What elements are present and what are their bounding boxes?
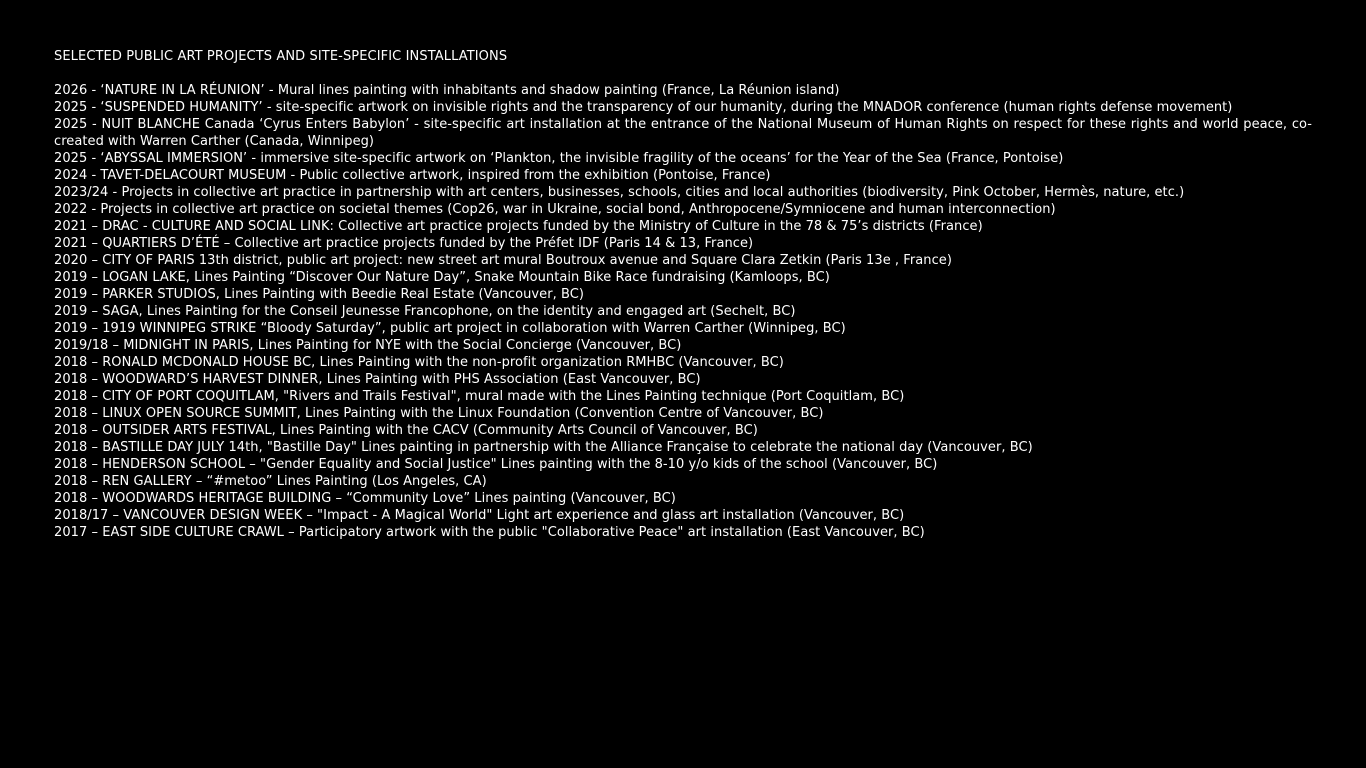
list-item: 2018 – REN GALLERY – “#metoo” Lines Painting (Los Angeles, CA) — [54, 474, 487, 489]
list-item: 2017 – EAST SIDE CULTURE CRAWL – Participatory artwork with the public "Collaborative Peace" art installation (East Vancouver, BC) — [54, 525, 925, 540]
list-item: 2018 – BASTILLE DAY JULY 14th, "Bastille Day" Lines painting in partnership with the Alliance Française to celebrate the national day (Vancouver, BC) — [54, 440, 1033, 455]
list-item: 2019 – PARKER STUDIOS, Lines Painting with Beedie Real Estate (Vancouver, BC) — [54, 287, 584, 302]
project-list — [54, 82, 1312, 541]
list-item: 2019 – LOGAN LAKE, Lines Painting “Discover Our Nature Day”, Snake Mountain Bike Race fundraising (Kamloops, BC) — [54, 270, 830, 285]
list-item: 2025 - NUIT BLANCHE Canada ‘Cyrus Enters Babylon’ - site-specific art installation at the entrance of the National Museum of Human Rights on respect for these rights and world peace, co-created with Warren Carther (Canada, Winnipeg) — [54, 117, 1312, 149]
section-heading: SELECTED PUBLIC ART PROJECTS AND SITE-SPECIFIC INSTALLATIONS — [54, 49, 508, 64]
list-item: 2021 – DRAC - CULTURE AND SOCIAL LINK: Collective art practice projects funded by the Ministry of Culture in the 78 & 75’s districts (France) — [54, 219, 983, 234]
list-item: 2025 - ‘SUSPENDED HUMANITY’ - site-specific artwork on invisible rights and the transparency of our humanity, during the MNADOR conference (human rights defense movement) — [54, 100, 1233, 115]
list-item: 2021 – QUARTIERS D’ÉTÉ – Collective art practice projects funded by the Préfet IDF (Paris 14 & 13, France) — [54, 236, 754, 251]
list-item: 2018 – RONALD MCDONALD HOUSE BC, Lines Painting with the non-profit organization RMHBC (Vancouver, BC) — [54, 355, 784, 370]
list-item: 2018 – OUTSIDER ARTS FESTIVAL, Lines Painting with the CACV (Community Arts Council of Vancouver, BC) — [54, 423, 758, 438]
list-item: 2025 - ‘ABYSSAL IMMERSION’ - immersive site-specific artwork on ‘Plankton, the invisible fragility of the oceans’ for the Year of the Sea (France, Pontoise) — [54, 151, 1064, 166]
list-item: 2026 - ‘NATURE IN LA RÉUNION’ - Mural lines painting with inhabitants and shadow painting (France, La Réunion island) — [54, 83, 840, 98]
list-item: 2018 – HENDERSON SCHOOL – "Gender Equality and Social Justice" Lines painting with the 8-10 y/o kids of the school (Vancouver, BC) — [54, 457, 938, 472]
list-item: 2019 – 1919 WINNIPEG STRIKE “Bloody Saturday”, public art project in collaboration with Warren Carther (Winnipeg, BC) — [54, 321, 846, 336]
list-item: 2023/24 - Projects in collective art practice in partnership with art centers, businesses, schools, cities and local authorities (biodiversity, Pink October, Hermès, nature, etc.) — [54, 185, 1185, 200]
list-item: 2020 – CITY OF PARIS 13th district, public art project: new street art mural Boutroux avenue and Square Clara Zetkin (Paris 13e , France) — [54, 253, 952, 268]
list-item: 2018/17 – VANCOUVER DESIGN WEEK – "Impact - A Magical World" Light art experience and glass art installation (Vancouver, BC) — [54, 508, 905, 523]
list-item: 2018 – LINUX OPEN SOURCE SUMMIT, Lines Painting with the Linux Foundation (Convention Centre of Vancouver, BC) — [54, 406, 824, 421]
list-item: 2018 – CITY OF PORT COQUITLAM, "Rivers and Trails Festival", mural made with the Lines Painting technique (Port Coquitlam, BC) — [54, 389, 905, 404]
list-item: 2018 – WOODWARDS HERITAGE BUILDING – “Community Love” Lines painting (Vancouver, BC) — [54, 491, 676, 506]
list-item: 2019/18 – MIDNIGHT IN PARIS, Lines Painting for NYE with the Social Concierge (Vancouver, BC) — [54, 338, 682, 353]
list-item: 2022 - Projects in collective art practice on societal themes (Cop26, war in Ukraine, social bond, Anthropocene/Symniocene and human interconnection) — [54, 202, 1056, 217]
list-item: 2019 – SAGA, Lines Painting for the Conseil Jeunesse Francophone, on the identity and engaged art (Sechelt, BC) — [54, 304, 796, 319]
list-item: 2024 - TAVET-DELACOURT MUSEUM - Public collective artwork, inspired from the exhibition (Pontoise, France) — [54, 168, 771, 183]
list-item: 2018 – WOODWARD’S HARVEST DINNER, Lines Painting with PHS Association (East Vancouver, BC) — [54, 372, 701, 387]
